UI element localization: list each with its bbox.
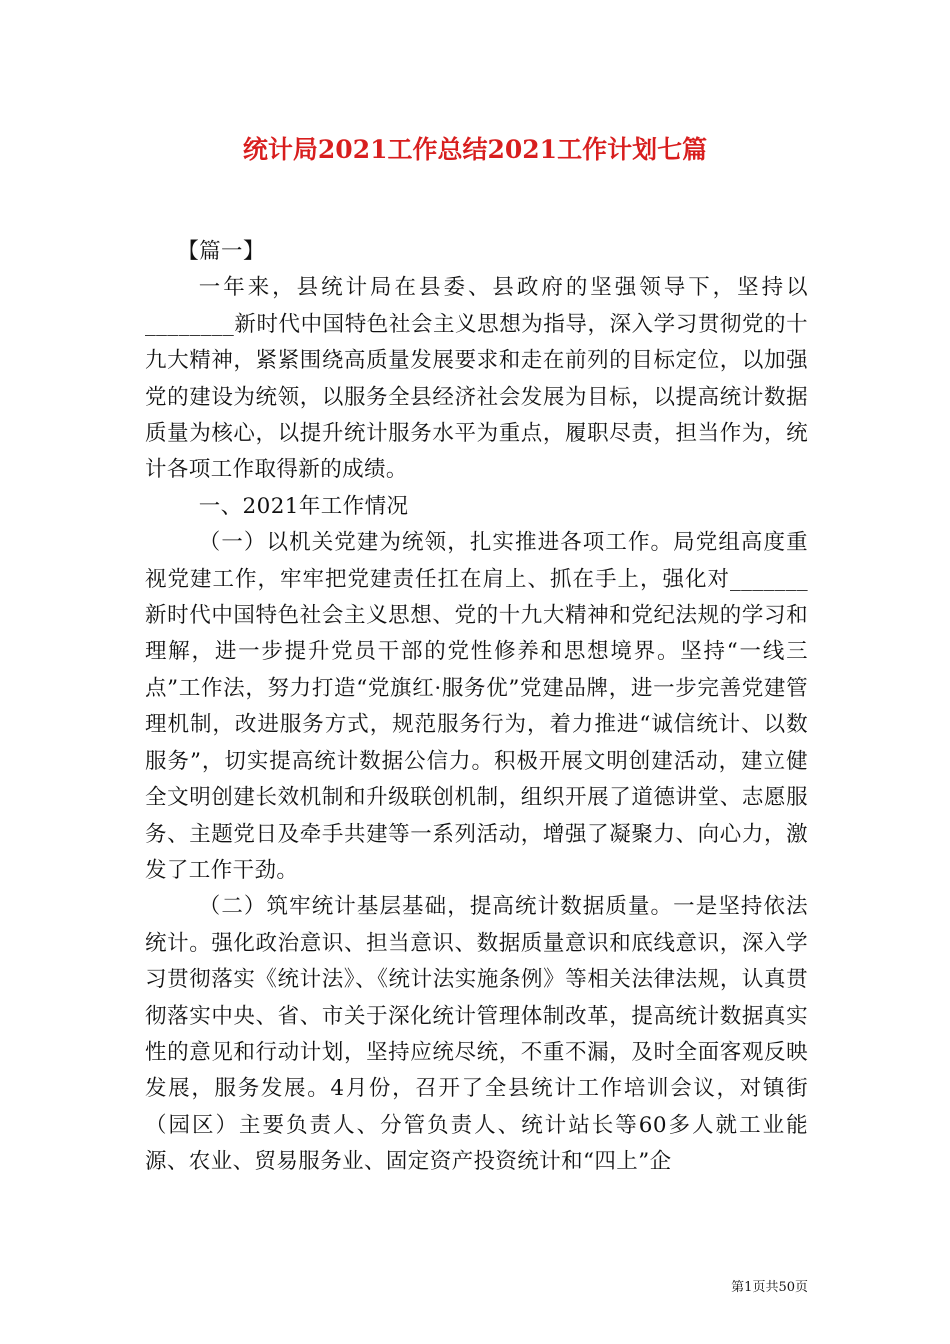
document-body — [145, 234, 808, 1181]
section-label: 【篇一】 — [177, 239, 265, 264]
page-number: 第1页共50页 — [731, 1280, 808, 1295]
paragraph: （二）筑牢统计基层基础，提高统计数据质量。一是坚持依法统计。强化政治意识、担当意识、数据质量意识和底线意识，深入学习贯彻落实《统计法》、《统计法实施条例》等相关法律法规，认真贯彻落实中央、省、市关于深化统计管理体制改革，提高统计数据真实性的意见和行动计划，坚持应统尽统，不重不漏，及时全面客观反映发展，服务发展。4月份，召开了全县统计工作培训会议，对镇街（园区）主要负责人、分管负责人、统计站长等60多人就工业能源、农业、贸易服务业、固定资产投资统计和“四上”企 — [145, 894, 808, 1175]
section-heading: 一、2021年工作情况 — [198, 493, 409, 519]
document-title: 统计局2021工作总结2021工作计划七篇 — [242, 135, 708, 164]
paragraph: 一年来，县统计局在县委、县政府的坚强领导下，坚持以________新时代中国特色社会主义思想为指导，深入学习贯彻党的十九大精神，紧紧围绕高质量发展要求和走在前列的目标定位，以加强党的建设为统领，以服务全县经济社会发展为目标，以提高统计数据质量为核心，以提升统计服务水平为重点，履职尽责，担当作为，统计各项工作取得新的成绩。 — [145, 275, 808, 483]
paragraph: （一）以机关党建为统领，扎实推进各项工作。局党组高度重视党建工作，牢牢把党建责任扛在肩上、抓在手上，强化对_______新时代中国特色社会主义思想、党的十九大精神和党纪法规的学习和理解，进一步提升党员干部的党性修养和思想境界。坚持“一线三点”工作法，努力打造“党旗红·服务优”党建品牌，进一步完善党建管理机制，改进服务方式，规范服务行为，着力推进“诚信统计、以数服务”，切实提高统计数据公信力。积极开展文明创建活动，建立健全文明创建长效机制和升级联创机制，组织开展了道德讲堂、志愿服务、主题党日及牵手共建等一系列活动，增强了凝聚力、向心力，激发了工作干劲。 — [145, 530, 808, 883]
